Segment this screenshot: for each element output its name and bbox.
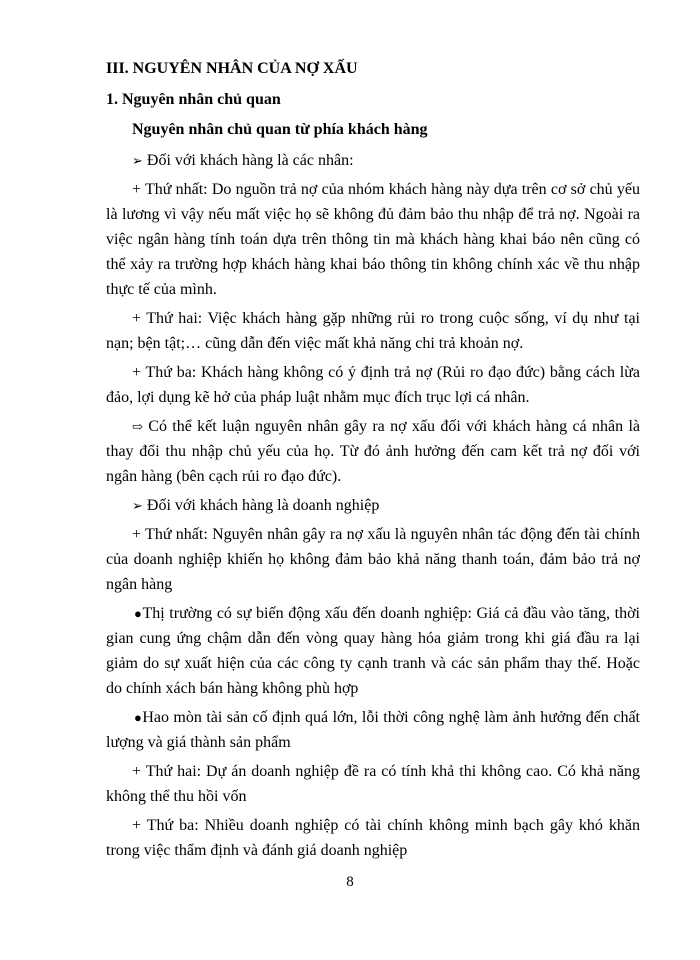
business-paragraph-1: + Thứ nhất: Nguyên nhân gây ra nợ xấu là nguyên nhân tác động đến tài chính của doanh nghiệp khiến họ không đảm bảo khả năng thanh toán, đảm bảo trả nợ ngân hàng	[106, 526, 640, 593]
business-bullet-1	[106, 601, 640, 701]
individual-paragraph-3: + Thứ ba: Khách hàng không có ý định trả nợ (Rủi ro đạo đức) bằng cách lừa đảo, lợi dụng kẽ hở của pháp luật nhằm mục đích trục lợi cá nhân.	[106, 364, 640, 406]
business-bullet-2	[106, 705, 640, 755]
individual-conclusion	[106, 414, 640, 489]
business-paragraph-2: + Thứ hai: Dự án doanh nghiệp đề ra có tính khả thi không cao. Có khả năng không thể thu hồi vốn	[106, 763, 640, 805]
individual-paragraph-2: + Thứ hai: Việc khách hàng gặp những rủi ro trong cuộc sống, ví dụ như tại nạn; bện tật;… cũng dẫn đến việc mất khả năng chi trả khoản nợ.	[106, 310, 640, 352]
individual-section-title	[106, 148, 640, 173]
business-section-title-text: Đối với khách hàng là doanh nghiệp	[146, 497, 380, 514]
arrow-marker-icon: ➢	[132, 153, 143, 168]
individual-conclusion-text: Có thể kết luận nguyên nhân gây ra nợ xấu đối với khách hàng cá nhân là thay đổi thu nhập chủ yếu của họ. Từ đó ảnh hưởng đến cam kết trả nợ đối với ngân hàng (bên cạch rủi ro đạo đức).	[106, 418, 641, 485]
business-bullet-2-text: Hao mòn tài sản cố định quá lớn, lỗi thời công nghệ làm ảnh hưởng đến chất lượng và giá thành sản phẩm	[106, 709, 640, 751]
heading-main: III. NGUYÊN NHÂN CỦA NỢ XẤU	[106, 60, 358, 77]
business-section-title	[106, 493, 640, 518]
individual-section-title-text: Đối với khách hàng là các nhân:	[146, 152, 354, 169]
page-number: 8	[346, 874, 354, 890]
heading-sub: 1. Nguyên nhân chủ quan	[106, 91, 281, 108]
conclusion-arrow-icon: ⇨	[132, 419, 143, 434]
business-bullet-1-text: Thị trường có sự biến động xấu đến doanh nghiệp: Giá cả đầu vào tăng, thời gian cung ứng chậm dẫn đến vòng quay hàng hóa giảm trong khi giá đầu ra lại giảm do sự xuất hiện của các công ty cạnh tranh và các sản phẩm thay thế. Hoặc do chính xách bán hàng không phù hợp	[106, 605, 640, 697]
arrow-marker-icon: ➢	[132, 498, 143, 513]
business-paragraph-3: + Thứ ba: Nhiều doanh nghiệp có tài chính không minh bạch gây khó khăn trong việc thẩm định và đánh giá doanh nghiệp	[106, 817, 640, 859]
individual-paragraph-1: + Thứ nhất: Do nguồn trả nợ của nhóm khách hàng này dựa trên cơ sở chủ yếu là lương vì vậy nếu mất việc họ sẽ không đủ đảm bảo thu nhập để trả nợ. Ngoài ra việc ngân hàng tính toán dựa trên thông tin mà khách hàng khai báo nên cũng có thể xảy ra trường hợp khách hàng khai báo thông tin không chính xác về thu nhập thực tế của mình.	[106, 181, 640, 298]
page-content	[106, 56, 640, 867]
bullet-dot-icon: ●	[134, 710, 143, 725]
bullet-dot-icon: ●	[134, 606, 143, 621]
heading-subsub: Nguyên nhân chủ quan từ phía khách hàng	[132, 121, 428, 138]
